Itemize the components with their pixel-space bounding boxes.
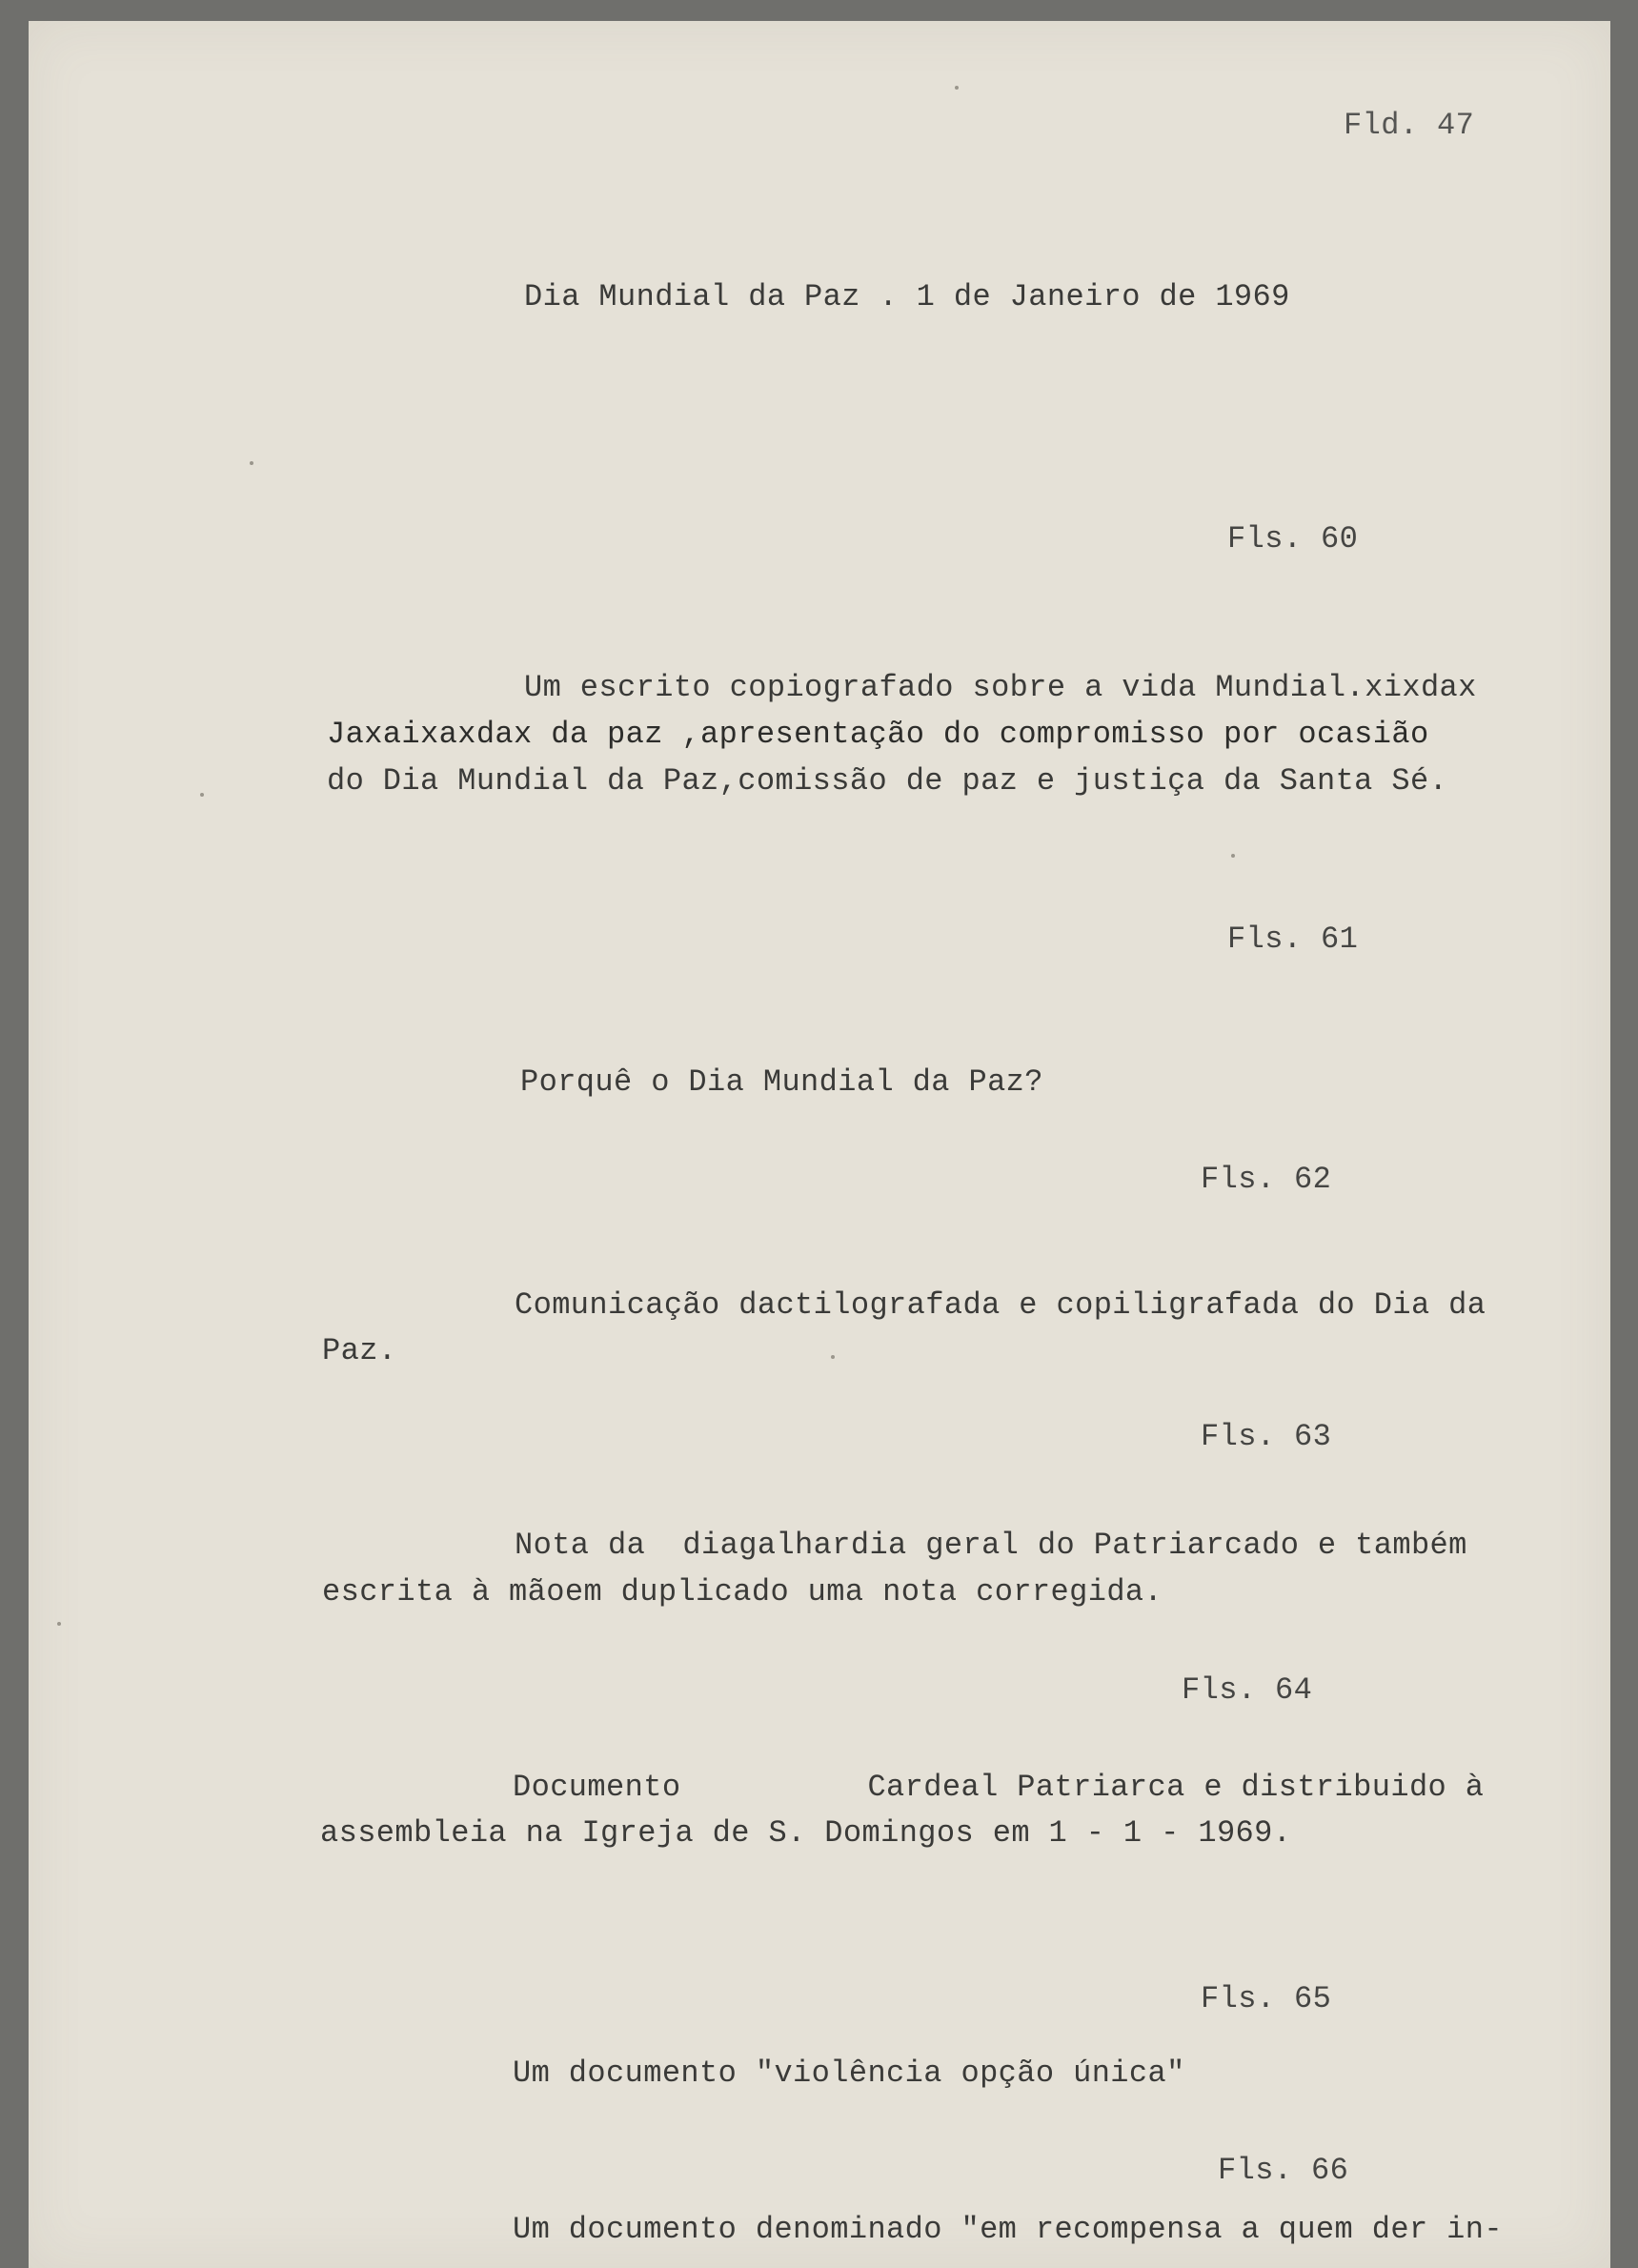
folio-reference: Fls. 63 (1201, 1419, 1332, 1454)
entry-text-line: Paz. (322, 1333, 397, 1368)
entry-text-line: Comunicação dactilografada e copiligrafada do Dia da (515, 1287, 1486, 1323)
folio-reference: Fls. 64 (1182, 1672, 1313, 1708)
entry-text-line: Um escrito copiografado sobre a vida Mundial.xixdax (524, 670, 1477, 705)
paper-speck (57, 1622, 61, 1626)
paper-speck (831, 1355, 835, 1359)
entry-text-line: Um documento "violência opção única" (513, 2055, 1185, 2091)
folio-reference: Fls. 60 (1227, 521, 1359, 557)
folder-label: Fld. 47 (1344, 108, 1475, 143)
paper-speck (250, 461, 253, 465)
entry-text-line: assembleia na Igreja de S. Domingos em 1 - 1 - 1969. (320, 1815, 1292, 1851)
folio-reference: Fls. 62 (1201, 1162, 1332, 1197)
paper-speck (200, 793, 204, 797)
document-title: Dia Mundial da Paz . 1 de Janeiro de 1969 (524, 279, 1290, 314)
paper-speck (1231, 854, 1235, 858)
folio-reference: Fls. 65 (1201, 1981, 1332, 2016)
paper-speck (955, 86, 959, 90)
entry-text-line: Jaxaixaxdax da paz ,apresentação do compromisso por ocasião (327, 717, 1429, 752)
entry-text-line: Um documento denominado "em recompensa a quem der in- (513, 2212, 1503, 2247)
entry-text-line: do Dia Mundial da Paz,comissão de paz e justiça da Santa Sé. (327, 763, 1448, 799)
entry-text-line: Documento Cardeal Patriarca e distribuido à (513, 1770, 1485, 1805)
document-page (29, 21, 1610, 2268)
folio-reference: Fls. 61 (1227, 921, 1359, 957)
entry-text-line: Porquê o Dia Mundial da Paz? (520, 1064, 1043, 1100)
entry-text-line: Nota da diagalhardia geral do Patriarcado e também (515, 1528, 1467, 1563)
entry-text-line: escrita à mãoem duplicado uma nota corregida. (322, 1574, 1163, 1610)
folio-reference: Fls. 66 (1218, 2153, 1349, 2188)
